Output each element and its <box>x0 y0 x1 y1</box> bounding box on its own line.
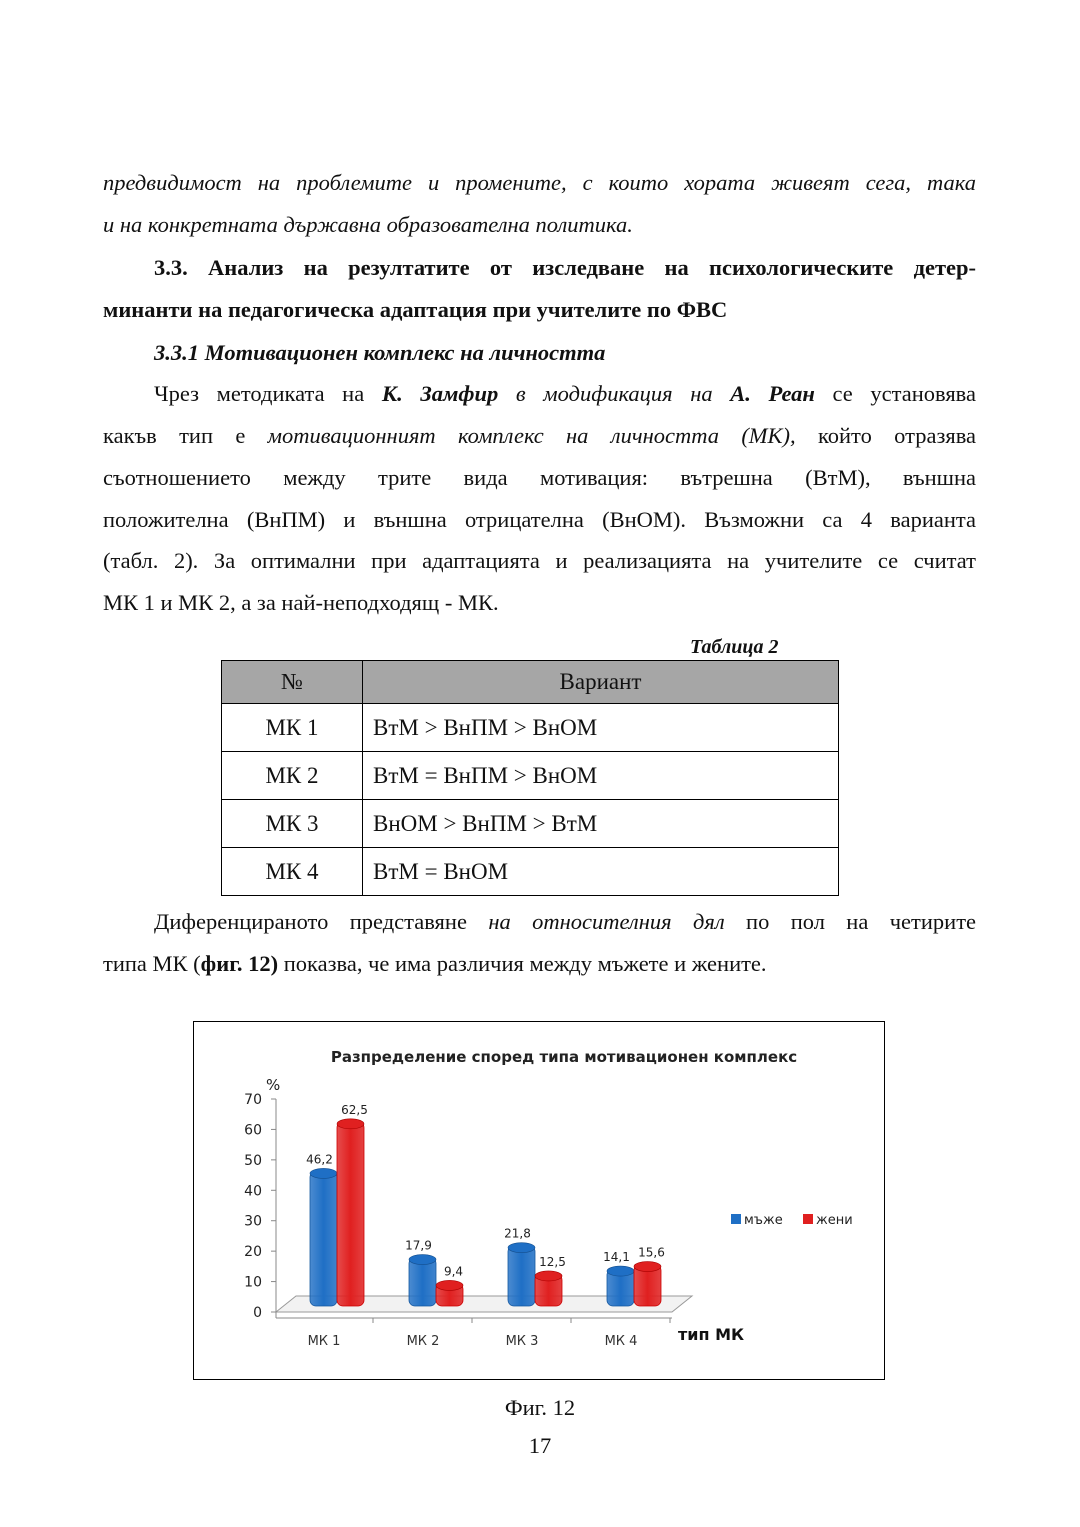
y-tick-label: 70 <box>244 1092 262 1108</box>
bar-chart <box>194 1022 884 1379</box>
paragraph-line: (табл. 2). За оптимални при адаптацията и реализацията на учителите се считат <box>103 548 976 573</box>
x-tick-label: МК 3 <box>505 1334 539 1349</box>
variants-table <box>221 660 839 896</box>
author-name: А. Реан <box>730 381 815 406</box>
cell: МК 2 <box>222 752 363 800</box>
bar-top-жени <box>634 1262 661 1272</box>
cell: ВтМ = ВнОМ <box>363 848 839 896</box>
legend-swatch-жени <box>803 1214 813 1224</box>
text: по пол на четирите <box>724 909 977 934</box>
bar-мъже <box>310 1171 337 1306</box>
cell: МК 3 <box>222 800 363 848</box>
bar-top-жени <box>436 1280 463 1290</box>
y-tick-label: 0 <box>253 1305 262 1321</box>
section-heading: минанти на педагогическа адаптация при учителите по ФВС <box>103 297 728 322</box>
y-tick-label: 40 <box>244 1183 262 1200</box>
data-label: 15,6 <box>638 1245 665 1260</box>
bar-top-мъже <box>508 1243 535 1253</box>
legend-swatch-мъже <box>731 1214 741 1224</box>
data-label: 9,4 <box>443 1264 464 1279</box>
bar-мъже <box>508 1246 535 1306</box>
intro-text-line: и на конкретната държавна образователна политика. <box>103 212 633 237</box>
text: на относителния дял <box>488 909 725 934</box>
x-tick-label: МК 1 <box>307 1334 341 1349</box>
section-heading: 3.3. Анализ на резултатите от изследване на психологическите детер- <box>154 255 976 280</box>
cell: ВтМ > ВнПМ > ВнОМ <box>363 704 839 752</box>
data-label: 17,9 <box>405 1238 432 1253</box>
paragraph-line: съотношението между трите вида мотивация: вътрешна (ВтМ), външна <box>103 465 976 490</box>
legend-label: жени <box>816 1213 853 1228</box>
chart-title: Разпределение според типа мотивационен комплекс <box>330 1048 798 1066</box>
text: в модификация на <box>498 381 731 406</box>
table-row <box>222 752 839 800</box>
author-name: К. Замфир <box>381 381 499 406</box>
paragraph-line <box>103 423 976 449</box>
text: който отразява <box>795 423 977 448</box>
text: се установява <box>814 381 976 406</box>
table-header-row <box>222 661 839 704</box>
paragraph-line <box>154 909 976 935</box>
figure-caption: Фиг. 12 <box>504 1395 576 1420</box>
paragraph-line <box>154 381 976 407</box>
intro-text-line: предвидимост на проблемите и промените, с които хората живеят сега, така <box>103 170 976 195</box>
table-row <box>222 848 839 896</box>
paragraph-line: МК 1 и МК 2, а за най-неподходящ - МК. <box>103 590 499 615</box>
text: Чрез методиката на <box>154 381 382 406</box>
bar-top-мъже <box>310 1168 337 1178</box>
data-label: 46,2 <box>306 1152 333 1167</box>
x-tick-label: МК 4 <box>604 1334 638 1349</box>
paragraph-line <box>103 951 976 977</box>
y-tick-label: 50 <box>244 1152 262 1169</box>
data-label: 14,1 <box>603 1250 630 1265</box>
data-label: 62,5 <box>341 1102 368 1117</box>
text: типа МК ( <box>103 951 201 976</box>
data-label: 21,8 <box>504 1226 531 1241</box>
bar-top-жени <box>535 1271 562 1281</box>
paragraph-line: положителна (ВнПМ) и външна отрицателна (ВнОМ). Възможни са 4 варианта <box>103 507 976 532</box>
bar-top-мъже <box>607 1266 634 1276</box>
text: показва, че има различия между мъжете и жените. <box>278 951 767 976</box>
y-tick-label: 20 <box>244 1244 262 1261</box>
page-number: 17 <box>528 1433 552 1458</box>
y-tick-label: 60 <box>244 1122 262 1139</box>
subsection-heading: 3.3.1 Мотивационен комплекс на личността <box>154 340 606 365</box>
table-row <box>222 800 839 848</box>
chart-frame <box>193 1021 885 1380</box>
y-tick-label: 30 <box>244 1213 262 1230</box>
figure-ref: фиг. 12) <box>200 951 279 976</box>
column-header: Вариант <box>363 661 839 704</box>
table-caption: Таблица 2 <box>690 636 779 658</box>
cell: ВнОМ > ВнПМ > ВтМ <box>363 800 839 848</box>
bar-жени <box>337 1122 364 1306</box>
bar-top-мъже <box>409 1255 436 1265</box>
legend-label: мъже <box>744 1213 783 1228</box>
table-row <box>222 704 839 752</box>
column-header: № <box>222 661 363 704</box>
text: Диференцираното представяне <box>154 909 489 934</box>
cell: МК 4 <box>222 848 363 896</box>
text: какъв тип е <box>103 423 268 448</box>
term: мотивационният комплекс на личността (МК), <box>267 423 796 448</box>
cell: МК 1 <box>222 704 363 752</box>
y-axis-label: % <box>266 1076 281 1094</box>
cell: ВтМ = ВнПМ > ВнОМ <box>363 752 839 800</box>
x-tick-label: МК 2 <box>406 1334 440 1349</box>
x-axis-label: тип МК <box>678 1325 745 1344</box>
bar-top-жени <box>337 1119 364 1129</box>
data-label: 12,5 <box>539 1254 566 1269</box>
y-tick-label: 10 <box>244 1274 262 1291</box>
